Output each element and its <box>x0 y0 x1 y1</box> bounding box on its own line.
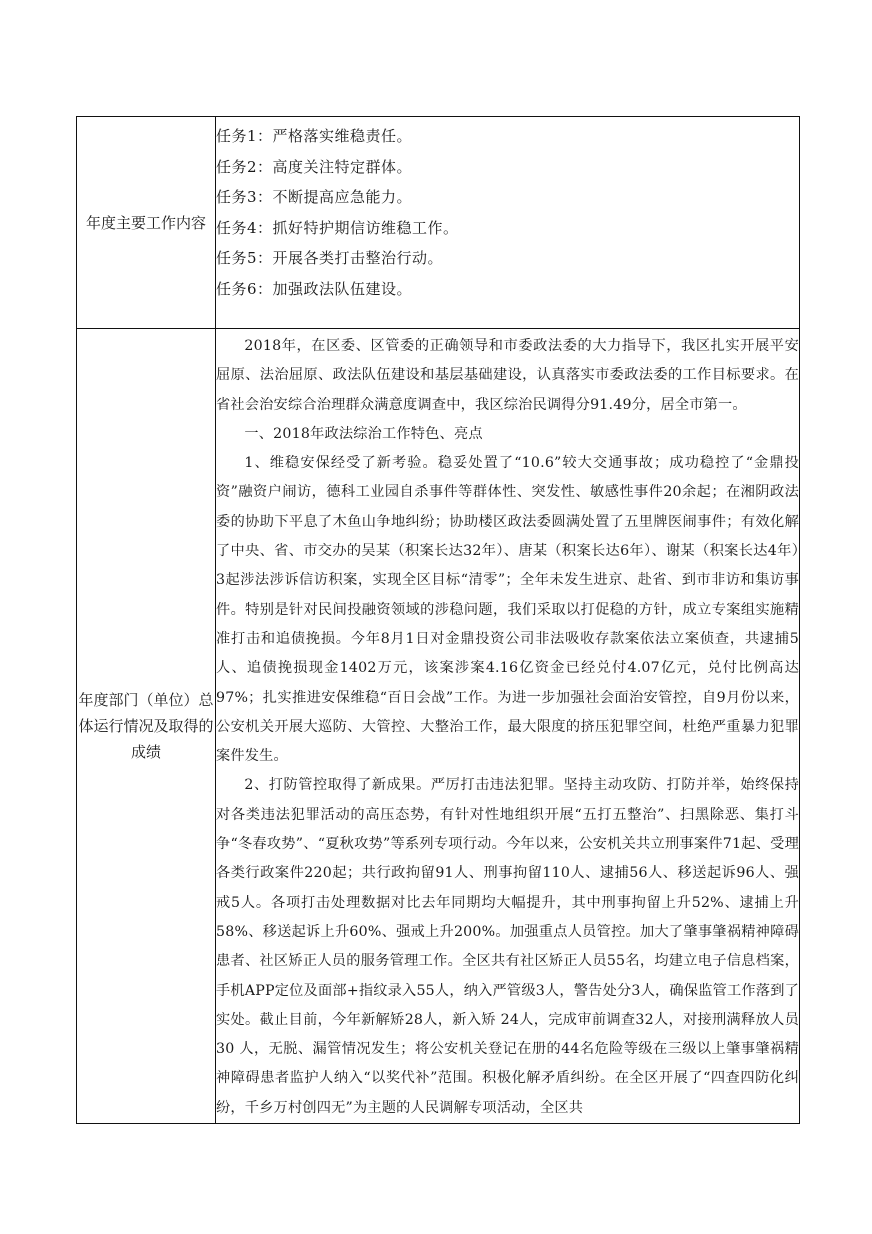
table-row-work-content <box>77 117 800 329</box>
report-paragraph: 2018年，在区委、区管委的正确领导和市委政法委的大力指导下，我区扎实开展平安屈原、法治屈原、政法队伍建设和基层基础建设，认真落实市委政法委的工作目标要求。在省社会治安综合治理群众满意度调查中，我区综治民调得分91.49分，居全市第一。 <box>216 338 799 413</box>
task-list <box>216 119 799 326</box>
report-heading: 一、2018年政法综治工作特色、亮点 <box>244 425 483 442</box>
table-row-annual-performance <box>77 329 800 1124</box>
report-paragraph: 2、打防管控取得了新成果。严厉打击违法犯罪。坚持主动攻防、打防并举，始终保持对各类违法犯罪活动的高压态势，有针对性地组织开展“五打五整治”、扫黑除恶、集打斗争“冬春攻势”、“夏秋攻势”等系列专项行动。今年以来，公安机关共立刑事案件71起、受理各类行政案件220起；共行政拘留91人、刑事拘留110人、逮捕56人、移送起诉96人、强戒5人。各项打击处理数据对比去年同期均大幅提升，其中刑事拘留上升52%、逮捕上升58%、移送起诉上升60%、强戒上升200%。加强重点人员管控。加大了肇事肇祸精神障碍患者、社区矫正人员的服务管理工作。全区共有社区矫正人员55名，均建立电子信息档案，手机APP定位及面部+指纹录入55人，纳入严管级3人，警告处分3人，确保监管工作落到了实处。截止目前，今年新解矫28人，新入矫 24人，完成审前调查32人，对接刑满释放人员 30 人，无脱、漏管情况发生；将公安机关登记在册的44名危险等级在三级以上肇事肇祸精神障碍患者监护人纳入“以奖代补”范围。积极化解矛盾纠纷。在全区开展了“四查四防化纠纷，千乡万村创四无”为主题的人民调解专项活动，全区共 <box>216 777 799 1116</box>
row-label-work-content: 年度主要工作内容 <box>77 117 216 329</box>
performance-report <box>216 329 799 1123</box>
task-item: 任务5：开展各类打击整治行动。 <box>216 249 444 267</box>
task-item: 任务2：高度关注特定群体。 <box>216 157 413 176</box>
performance-table <box>76 116 800 1124</box>
report-paragraph: 1、维稳安保经受了新考验。稳妥处置了“10.6”较大交通事故；成功稳控了“金鼎投资”融资户闹访，德科工业园自杀事件等群体性、突发性、敏感性事件20余起；在湘阴政法委的协助下平息了木鱼山争地纠纷；协助楼区政法委圆满处置了五里牌医闹事件；有效化解了中央、省、市交办的吴某（积案长达32年）、唐某（积案长达6年）、谢某（积案长达4年）3起涉法涉诉信访积案，实现全区目标“清零”；全年未发生进京、赴省、到市非访和集访事件。特别是针对民间投融资领域的涉稳问题，我们采取以打促稳的方针，成立专案组实施精准打击和追债挽损。今年8月1日对金鼎投资公司非法吸收存款案依法立案侦查，共逮捕5人、追债挽损现金1402万元，该案涉案4.16亿资金已经兑付4.07亿元，兑付比例高达97%；扎实推进安保维稳“百日会战”工作。为进一步加强社会面治安管控，自9月份以来，公安机关开展大巡防、大管控、大整治工作，最大限度的挤压犯罪空间，杜绝严重暴力犯罪案件发生。 <box>216 455 799 765</box>
row-label-annual-performance: 年度部门（单位）总体运行情况及取得的成绩 <box>77 329 216 1124</box>
performance-report-cell <box>216 329 800 1124</box>
document-page <box>76 116 800 1124</box>
task-item: 任务3：不断提高应急能力。 <box>216 188 413 206</box>
task-item: 任务1：严格落实维稳责任。 <box>216 127 413 145</box>
work-tasks-cell <box>216 117 800 329</box>
task-item: 任务4：抓好特护期信访维稳工作。 <box>216 218 459 237</box>
task-item: 任务6：加强政法队伍建设。 <box>216 279 413 298</box>
